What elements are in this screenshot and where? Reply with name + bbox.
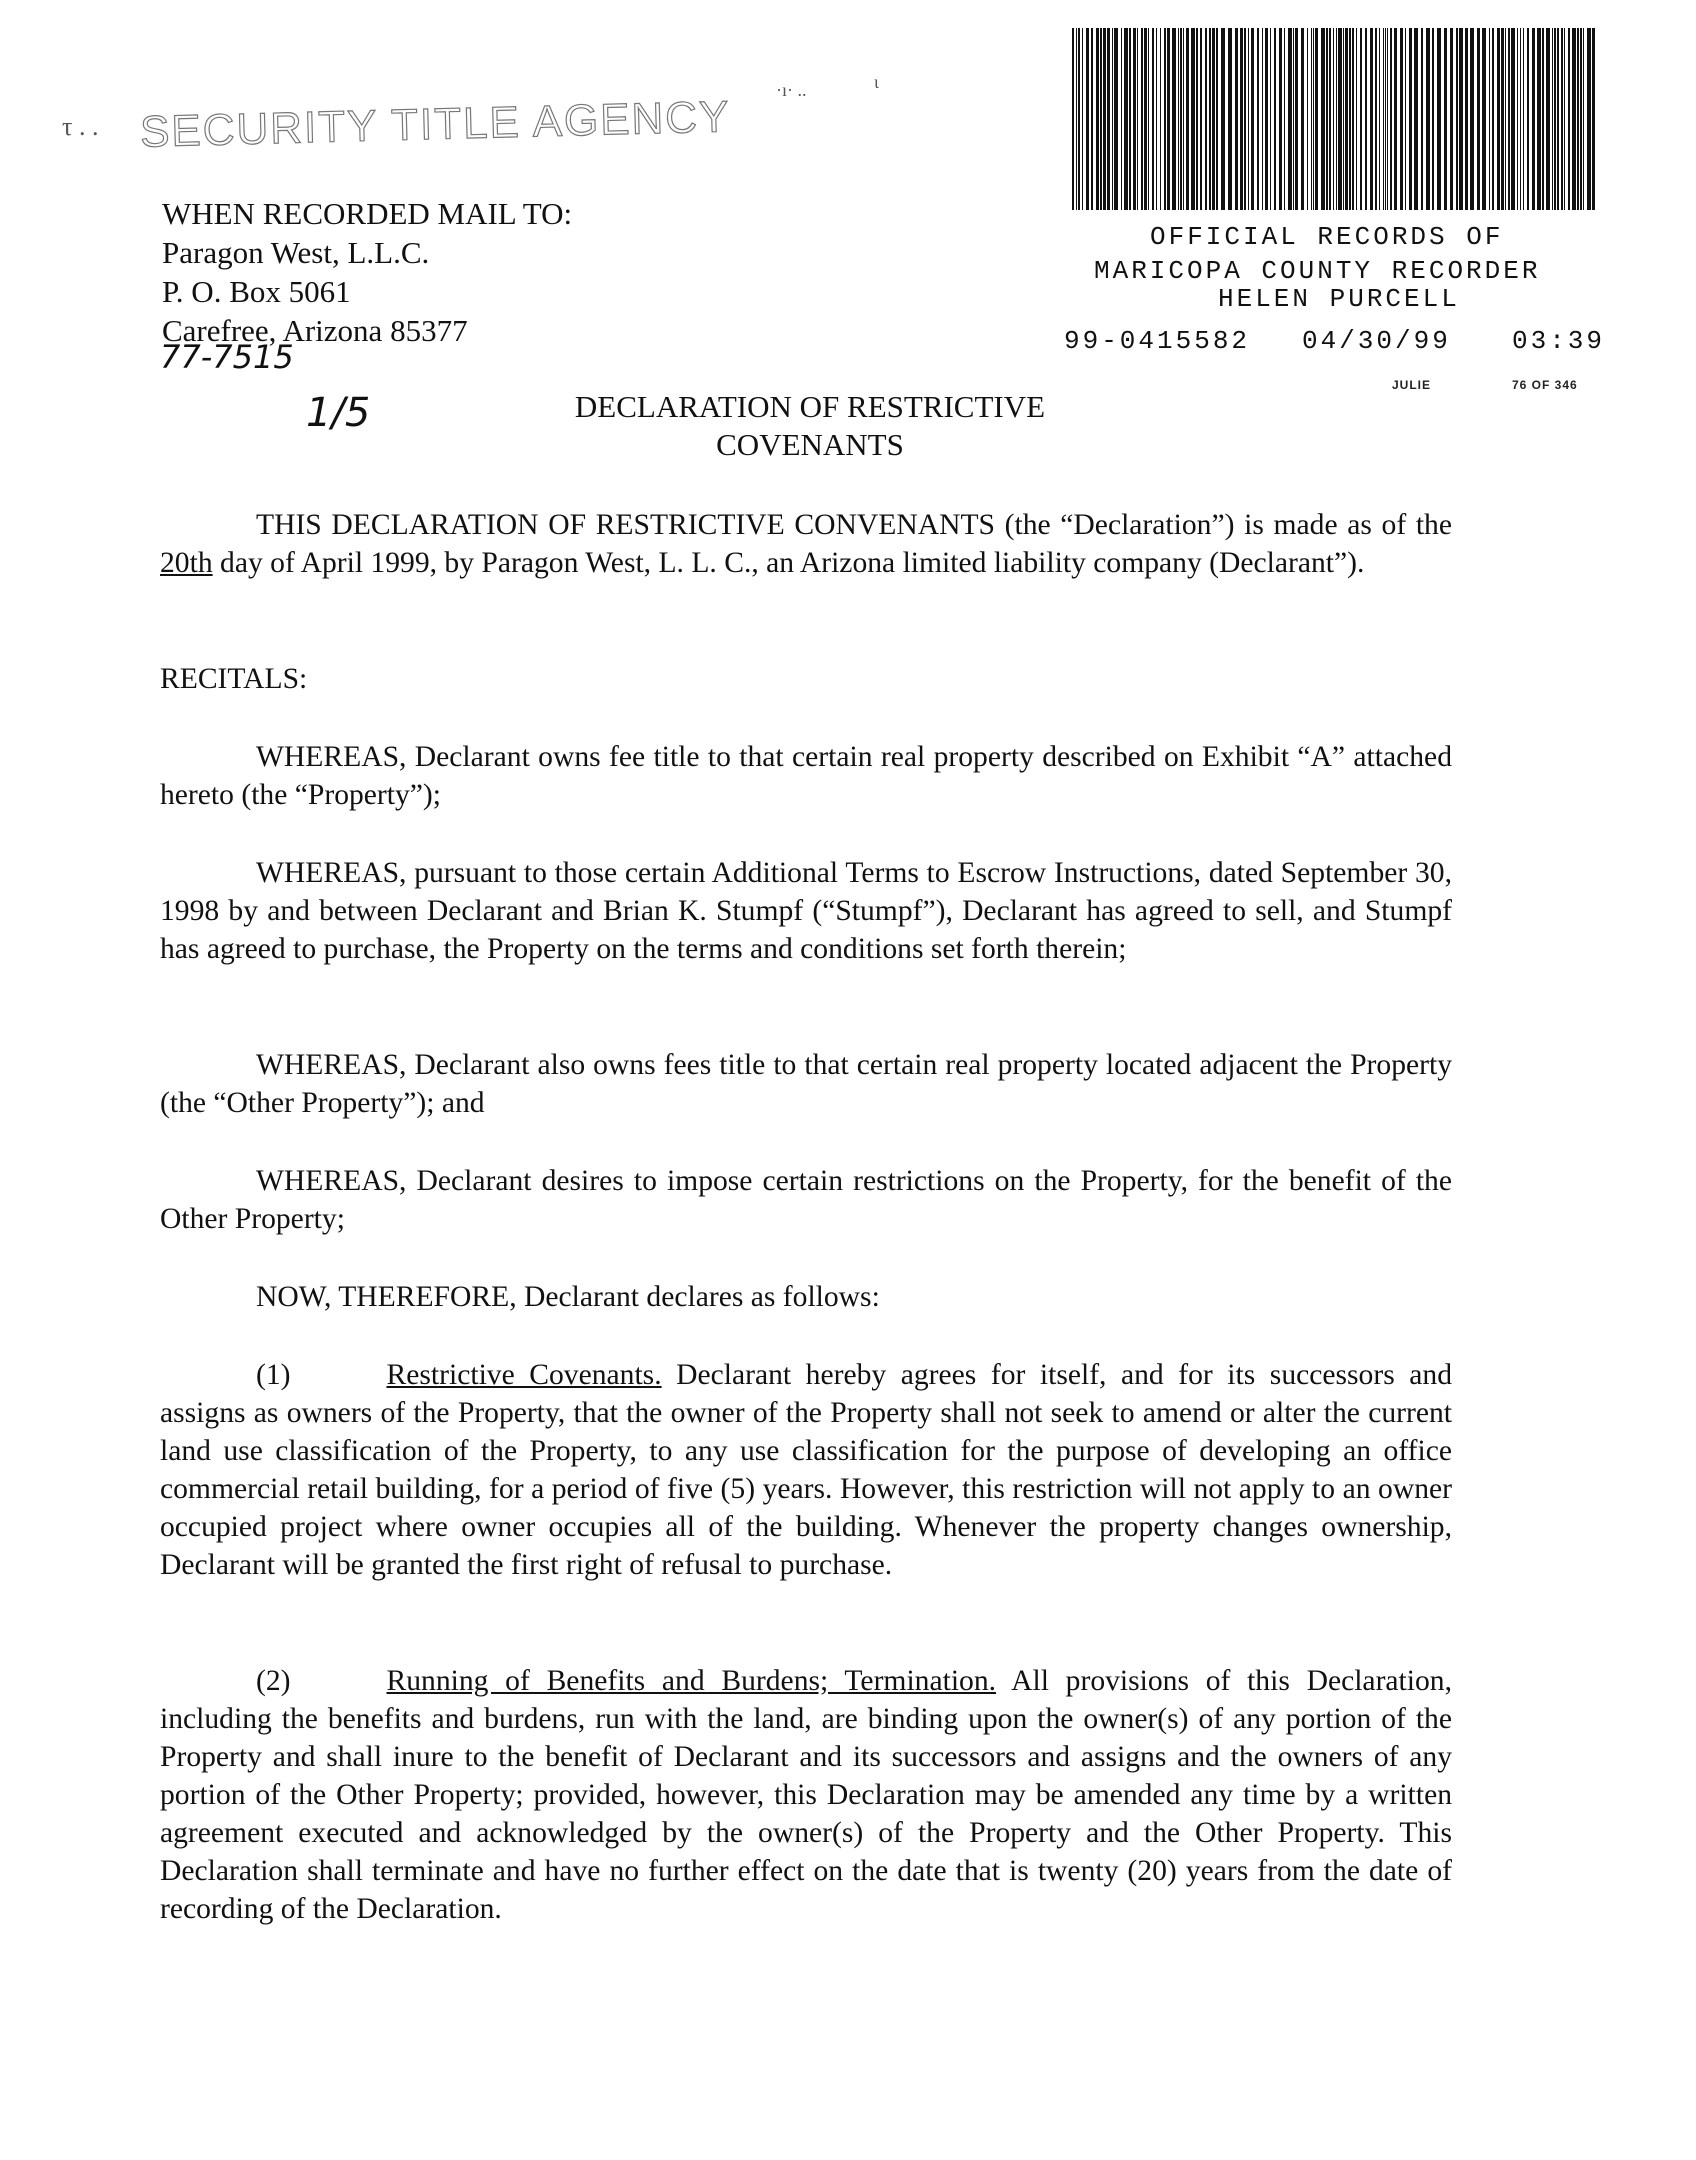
barcode-bar <box>1444 28 1447 210</box>
barcode-bar <box>1200 28 1202 210</box>
barcode-bar <box>1072 28 1074 210</box>
barcode-bar <box>1470 28 1474 210</box>
barcode-bar <box>1492 28 1494 210</box>
barcode-bar <box>1100 28 1102 210</box>
barcode-bar <box>1180 28 1182 210</box>
barcode-bar <box>1329 28 1331 210</box>
barcode-bar <box>1124 28 1128 210</box>
scan-speck: ·ı· .. <box>776 80 807 100</box>
barcode-bar <box>1178 28 1179 210</box>
barcode-bar <box>1580 28 1582 210</box>
barcode-bar <box>1557 28 1559 210</box>
barcode-bar <box>1333 28 1334 210</box>
intro-paragraph <box>160 506 1452 582</box>
recording-barcode <box>1070 28 1600 210</box>
barcode-bar <box>1437 28 1441 210</box>
scan-speck: ɩ <box>874 72 879 92</box>
barcode-bar <box>1552 28 1553 210</box>
barcode-bar <box>1583 28 1584 210</box>
barcode-bar <box>1156 28 1157 210</box>
barcode-bar <box>1409 28 1412 210</box>
recording-date: 04/30/99 <box>1302 326 1451 356</box>
barcode-bar <box>1141 28 1143 210</box>
barcode-bar <box>1546 28 1550 210</box>
recorder-line-3: HELEN PURCELL <box>1218 284 1460 314</box>
barcode-bar <box>1383 28 1384 210</box>
barcode-bar <box>1082 28 1083 210</box>
barcode-bar <box>1489 28 1490 210</box>
barcode-bar <box>1385 28 1386 210</box>
barcode-bar <box>1561 28 1563 210</box>
barcode-bar <box>1315 28 1318 210</box>
barcode-bar <box>1096 28 1099 210</box>
barcode-bar <box>1112 28 1113 210</box>
barcode-bar <box>1459 28 1463 210</box>
barcode-bar <box>1311 28 1312 210</box>
barcode-bar <box>1527 28 1529 210</box>
barcode-bar <box>1107 28 1110 210</box>
barcode-bar <box>1284 28 1285 210</box>
recorder-line-1: OFFICIAL RECORDS OF <box>1150 222 1504 252</box>
barcode-bar <box>1270 28 1271 210</box>
barcode-bar <box>1343 28 1344 210</box>
barcode-bar <box>1295 28 1298 210</box>
recorder-page-count: 76 OF 346 <box>1512 378 1578 392</box>
barcode-bar <box>1520 28 1521 210</box>
stamp-mark: τ . . <box>62 112 99 141</box>
intro-day: 20th <box>160 547 213 579</box>
barcode-bar <box>1313 28 1314 210</box>
now-therefore-paragraph: NOW, THEREFORE, Declarant declares as follows: <box>256 1281 880 1313</box>
recital-1: WHEREAS, Declarant owns fee title to that certain real property described on Exhibit “A” attached hereto (the “Property”); <box>160 741 1452 811</box>
barcode-bar <box>1279 28 1282 210</box>
barcode-bar <box>1148 28 1149 210</box>
barcode-bar <box>1221 28 1225 210</box>
recital-3: WHEREAS, Declarant also owns fees title to that certain real property located adjacent the Property (the “Other Property”); and <box>160 1049 1452 1119</box>
barcode-bar <box>1293 28 1294 210</box>
document-number: 99-0415582 <box>1064 326 1251 356</box>
barcode-bar <box>1532 28 1535 210</box>
section-2-number: (2) <box>256 1665 291 1697</box>
recitals-heading: RECITALS: <box>160 663 308 695</box>
recital-2: WHEREAS, pursuant to those certain Additional Terms to Escrow Instructions, dated September 30, 1998 by and between Declarant and Brian K. Stumpf (“Stumpf”), Declarant has agreed to sell, and Stumpf has agreed to purchase, the Property on the terms and conditions set forth therein; <box>160 857 1452 965</box>
barcode-bar <box>1288 28 1292 210</box>
barcode-bar <box>1482 28 1486 210</box>
barcode-bar <box>1091 28 1093 210</box>
barcode-bar <box>1505 28 1506 210</box>
barcode-bar <box>1103 28 1106 210</box>
barcode-bar <box>1400 28 1403 210</box>
barcode-bar <box>1183 28 1184 210</box>
section-2 <box>160 1662 1452 1928</box>
barcode-bar <box>1360 28 1362 210</box>
barcode-bar <box>1321 28 1325 210</box>
mail-to-city: Carefree, Arizona 85377 <box>162 313 468 348</box>
barcode-bar <box>1511 28 1515 210</box>
barcode-bar <box>1228 28 1232 210</box>
intro-text-end: day of April 1999, by Paragon West, L. L. C., an Arizona limited liability company (Declarant”). <box>212 547 1365 579</box>
barcode-bar <box>1129 28 1131 210</box>
barcode-bar <box>1248 28 1249 210</box>
barcode-bar <box>1568 28 1570 210</box>
title-line-1: DECLARATION OF RESTRICTIVE <box>574 389 1046 424</box>
barcode-bar <box>1592 28 1595 210</box>
barcode-bar <box>1497 28 1500 210</box>
security-title-agency-stamp: SECURITY TITLE AGENCY <box>139 92 732 157</box>
barcode-bar <box>1167 28 1170 210</box>
barcode-bar <box>1212 28 1215 210</box>
barcode-bar <box>1405 28 1406 210</box>
barcode-bar <box>1262 28 1263 210</box>
mail-to-address: P. O. Box 5061 <box>162 274 351 309</box>
barcode-bar <box>1216 28 1218 210</box>
barcode-bar <box>1251 28 1254 210</box>
barcode-bar <box>1465 28 1468 210</box>
mail-to-name: Paragon West, L.L.C. <box>162 235 430 270</box>
barcode-bar <box>1144 28 1147 210</box>
barcode-bar <box>1326 28 1328 210</box>
barcode-bar <box>1133 28 1136 210</box>
barcode-bar <box>1421 28 1423 210</box>
barcode-bar <box>1196 28 1198 210</box>
section-1-heading: Restrictive Covenants. <box>386 1359 662 1391</box>
barcode-bar <box>1244 28 1246 210</box>
barcode-bar <box>1587 28 1591 210</box>
barcode-bar <box>1426 28 1430 210</box>
section-2-heading: Running of Benefits and Burdens; Termination. <box>386 1665 997 1697</box>
barcode-bar <box>1370 28 1373 210</box>
intro-text-start: THIS DECLARATION OF RESTRICTIVE CONVENANTS (the “Declaration”) is made as of the <box>256 509 1452 541</box>
recorder-line-2: MARICOPA COUNTY RECORDER <box>1094 256 1541 286</box>
barcode-bar <box>1542 28 1544 210</box>
recorder-clerk: JULIE <box>1392 378 1432 392</box>
barcode-bar <box>1137 28 1138 210</box>
barcode-bar <box>1352 28 1354 210</box>
barcode-bar <box>1191 28 1195 210</box>
barcode-bar <box>1365 28 1367 210</box>
barcode-bar <box>1572 28 1576 210</box>
barcode-bar <box>1121 28 1122 210</box>
barcode-bar <box>1387 28 1388 210</box>
barcode-bar <box>1209 28 1211 210</box>
barcode-bar <box>1456 28 1458 210</box>
barcode-bar <box>1114 28 1118 210</box>
barcode-bar <box>1235 28 1238 210</box>
barcode-bar <box>1508 28 1510 210</box>
barcode-bar <box>1450 28 1453 210</box>
barcode-bar <box>1349 28 1351 210</box>
section-1-text: Declarant hereby agrees for itself, and for its successors and assigns as owners of the Property, that the owner of the Property shall not seek to amend or alter the current land use classification of the Property, to any use classification for the purpose of developing an office commercial retail building, for a period of five (5) years. However, this restriction will not apply to an owner occupied project where owner occupies all of the building. Whenever the property changes ownership, Declarant will be granted the first right of refusal to purchase. <box>160 1359 1452 1581</box>
barcode-bar <box>1379 28 1380 210</box>
barcode-bar <box>1336 28 1337 210</box>
barcode-bar <box>1152 28 1154 210</box>
barcode-bar <box>1164 28 1166 210</box>
handwritten-fraction: 1/5 <box>306 390 371 436</box>
barcode-bar <box>1564 28 1565 210</box>
barcode-bar <box>1257 28 1259 210</box>
barcode-bar <box>1160 28 1161 210</box>
barcode-bar <box>1577 28 1579 210</box>
barcode-bar <box>1375 28 1377 210</box>
barcode-bar <box>1307 28 1308 210</box>
mail-to-block <box>162 194 572 350</box>
handwritten-file-number: 77-7515 <box>160 338 294 376</box>
barcode-bar <box>1537 28 1541 210</box>
barcode-bar <box>1356 28 1357 210</box>
barcode-bar <box>1501 28 1504 210</box>
barcode-bar <box>1414 28 1418 210</box>
barcode-bar <box>1432 28 1434 210</box>
barcode-bar <box>1205 28 1207 210</box>
barcode-bar <box>1274 28 1276 210</box>
section-1 <box>160 1356 1452 1584</box>
barcode-bar <box>1523 28 1524 210</box>
barcode-bar <box>1517 28 1518 210</box>
barcode-bar <box>1076 28 1077 210</box>
barcode-bar <box>1390 28 1392 210</box>
barcode-bar <box>1186 28 1189 210</box>
barcode-bar <box>1172 28 1176 210</box>
recital-4: WHEREAS, Declarant desires to impose certain restrictions on the Property, for the benefit of the Other Property; <box>160 1165 1452 1235</box>
barcode-bar <box>1345 28 1348 210</box>
title-line-2: COVENANTS <box>716 427 904 462</box>
barcode-bar <box>1394 28 1397 210</box>
section-2-text: All provisions of this Declaration, including the benefits and burdens, run with the land, are binding upon the owner(s) of any portion of the Property and shall inure to the benefit of Declarant and its successors and assigns and the owners of any portion of the Other Property; provided, however, this Declaration may be amended any time by a written agreement executed and acknowledged by the owner(s) of the Property and the Other Property. This Declaration shall terminate and have no further effect on the date that is twenty (20) years from the date of recording of the Declaration. <box>160 1665 1452 1925</box>
barcode-bar <box>1554 28 1556 210</box>
barcode-bar <box>1265 28 1268 210</box>
barcode-bar <box>1301 28 1304 210</box>
barcode-bar <box>1477 28 1480 210</box>
recording-time: 03:39 <box>1512 326 1606 356</box>
mail-to-heading: WHEN RECORDED MAIL TO: <box>162 196 573 231</box>
section-1-number: (1) <box>256 1359 291 1391</box>
barcode-bar <box>1240 28 1243 210</box>
barcode-bar <box>1338 28 1342 210</box>
document-title <box>400 388 1220 464</box>
barcode-bar <box>1086 28 1089 210</box>
barcode-bar <box>1078 28 1080 210</box>
